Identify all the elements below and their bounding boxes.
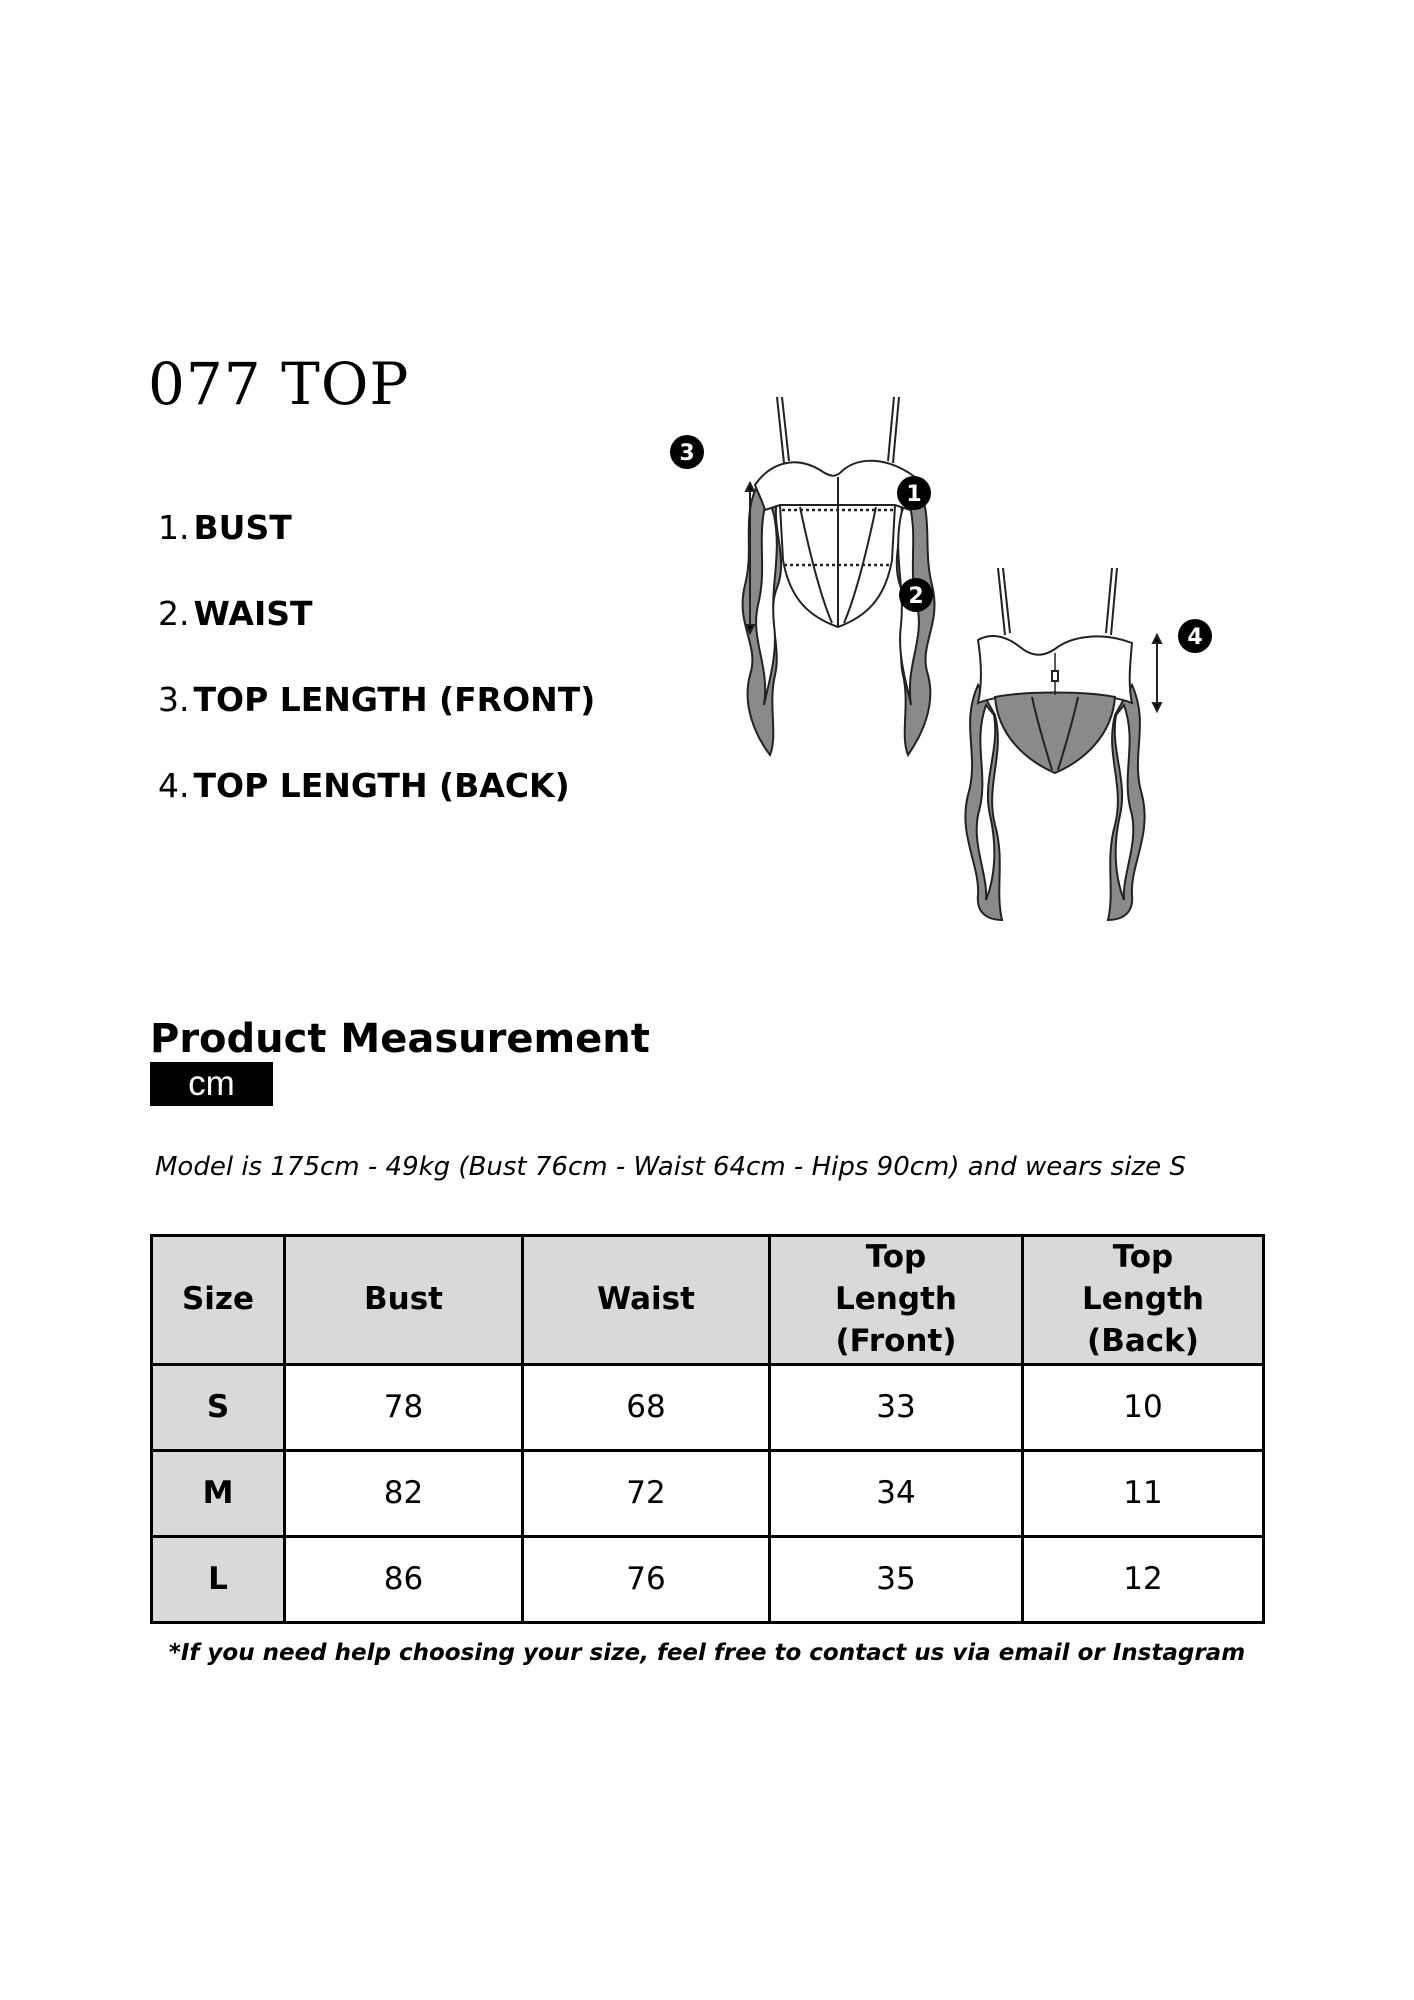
marker-label: 4 — [1187, 625, 1203, 650]
header-bust: Bust — [285, 1236, 523, 1365]
measurement-number: 1. — [158, 508, 190, 547]
table-row — [152, 1364, 1264, 1450]
measurement-number: 4. — [158, 766, 190, 805]
cell-top-front: 34 — [770, 1450, 1023, 1536]
measurement-label: WAIST — [193, 594, 313, 633]
header-text: Top Length (Back) — [1082, 1239, 1204, 1359]
header-size: Size — [152, 1236, 285, 1365]
cell-size: L — [152, 1536, 285, 1622]
marker-label: 3 — [679, 441, 695, 466]
table-row — [152, 1536, 1264, 1622]
header-top-length-front — [770, 1236, 1023, 1365]
cell-waist: 76 — [523, 1536, 770, 1622]
measurement-item-top-length-back — [158, 766, 595, 852]
table-row — [152, 1450, 1264, 1536]
cell-size: M — [152, 1450, 285, 1536]
unit-badge: cm — [150, 1062, 273, 1106]
cell-bust: 82 — [285, 1450, 523, 1536]
marker-1 — [897, 476, 931, 510]
cell-waist: 72 — [523, 1450, 770, 1536]
product-title: 077 TOP — [148, 350, 410, 418]
marker-2 — [899, 578, 933, 612]
cell-bust: 78 — [285, 1364, 523, 1450]
marker-3 — [670, 435, 704, 469]
measurement-item-top-length-front — [158, 680, 595, 766]
header-top-length-back — [1023, 1236, 1264, 1365]
measurement-label: BUST — [193, 508, 292, 547]
measurement-label: TOP LENGTH (BACK) — [193, 766, 570, 805]
measurement-label: TOP LENGTH (FRONT) — [193, 680, 596, 719]
marker-label: 2 — [908, 584, 924, 609]
marker-label: 1 — [906, 482, 922, 507]
front-view-sketch — [743, 397, 935, 755]
cell-top-back: 12 — [1023, 1536, 1264, 1622]
measurement-number: 2. — [158, 594, 190, 633]
table-header-row — [152, 1236, 1264, 1365]
cell-top-back: 10 — [1023, 1364, 1264, 1450]
cell-top-front: 33 — [770, 1364, 1023, 1450]
garment-sketch — [660, 385, 1250, 945]
measurement-item-bust — [158, 508, 595, 594]
cell-waist: 68 — [523, 1364, 770, 1450]
size-chart-table — [150, 1234, 1265, 1624]
cell-top-front: 35 — [770, 1536, 1023, 1622]
measurement-points-list — [158, 508, 595, 852]
marker-4 — [1178, 619, 1212, 653]
cell-top-back: 11 — [1023, 1450, 1264, 1536]
cell-size: S — [152, 1364, 285, 1450]
measurement-number: 3. — [158, 680, 190, 719]
measurement-item-waist — [158, 594, 595, 680]
model-note: Model is 175cm - 49kg (Bust 76cm - Waist 64cm - Hips 90cm) and wears size S — [155, 1152, 1186, 1182]
section-title: Product Measurement — [150, 1016, 650, 1062]
header-waist: Waist — [523, 1236, 770, 1365]
help-footnote: *If you need help choosing your size, feel free to contact us via email or Instagram — [168, 1640, 1246, 1666]
header-text: Top Length (Front) — [835, 1239, 957, 1359]
cell-bust: 86 — [285, 1536, 523, 1622]
back-view-sketch — [965, 568, 1161, 920]
